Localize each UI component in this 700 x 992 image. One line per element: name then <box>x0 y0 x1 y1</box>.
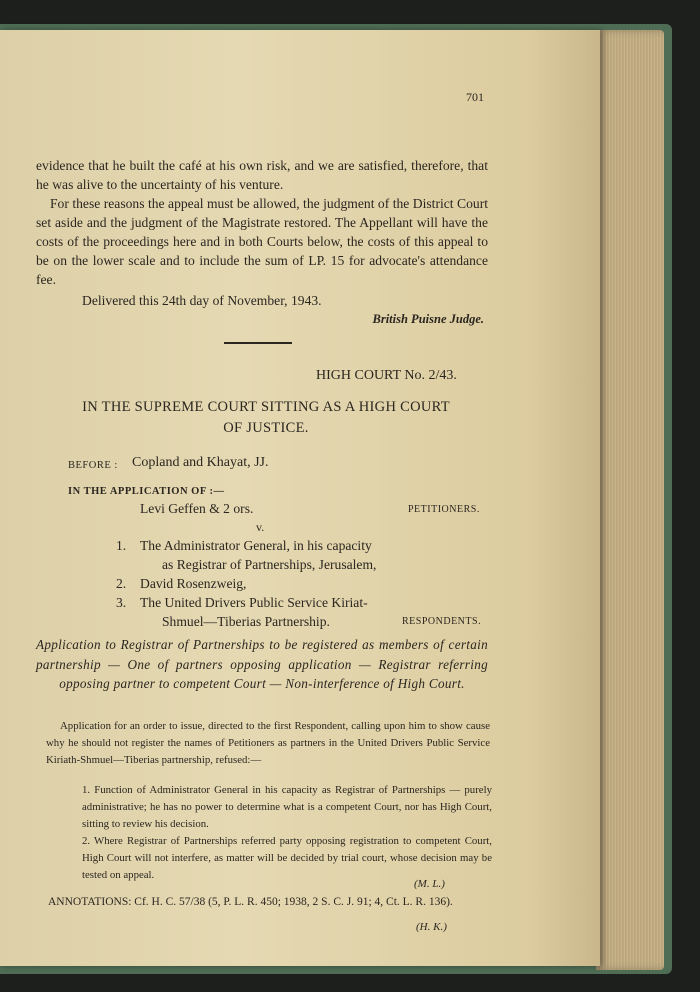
paragraph-2: For these reasons the appeal must be allowed, the judgment of the District Court set aside and the judgment of the Magistrate restored. The Appellant will have the costs of the proceedings here and in both Courts below, the costs of this appeal to be on the lower scale and to include the sum of LP. 15 for advocate's attendance fee. <box>36 196 488 287</box>
annotations-initials: (H. K.) <box>416 921 447 933</box>
court-heading-line2: OF JUSTICE. <box>223 420 309 436</box>
headnote: Application to Registrar of Partnerships to be registered as members of certain partnership — One of partners opposing application — Registrar referring opposing partner to competent Court — Non-interference of High Court. <box>36 637 488 691</box>
respondent-1-line2: as Registrar of Partnerships, Jerusalem, <box>162 557 377 572</box>
holdings-initials: (M. L.) <box>414 878 445 890</box>
holding-1: 1. Function of Administrator General in his capacity as Registrar of Partnerships — purely administrative; he has no power to determine what is a competent Court, nor has High Court, sitting to review his decision. <box>82 784 492 830</box>
page-stack-edge <box>596 30 664 970</box>
paragraph-1: evidence that he built the café at his own risk, and we are satisfied, therefore, that he was alive to the uncertainty of his venture. <box>36 158 488 192</box>
respondent-3-number: 3. <box>116 595 127 610</box>
before-label: BEFORE : <box>68 460 118 471</box>
before-judges: Copland and Khayat, JJ. <box>132 455 269 470</box>
judge-signature: British Puisne Judge. <box>372 312 484 326</box>
respondent-3-line2: Shmuel—Tiberias Partnership. <box>162 614 330 629</box>
versus: v. <box>256 520 265 534</box>
book-page <box>0 30 600 966</box>
summary-paragraph: Application for an order to issue, directed to the first Respondent, calling upon him to show cause why he should not register the names of Petitioners as partners in the United Drivers Public Service Kiriath-Shmuel—Tiberias partnership, refused:— <box>46 720 490 766</box>
respondent-2-number: 2. <box>116 576 127 591</box>
petitioner-name: Levi Geffen & 2 ors. <box>140 501 254 516</box>
separator-rule <box>224 342 292 344</box>
respondent-2-line1: David Rosenzweig, <box>140 576 247 591</box>
delivered-line: Delivered this 24th day of November, 1943. <box>82 293 322 308</box>
respondents-label: RESPONDENTS. <box>402 616 482 627</box>
respondent-1-line1: The Administrator General, in his capacity <box>140 538 372 553</box>
annotations: ANNOTATIONS: Cf. H. C. 57/38 (5, P. L. R. 450; 1938, 2 S. C. J. 91; 4, Ct. L. R. 136). <box>48 896 453 908</box>
holding-2: 2. Where Registrar of Partnerships referred party opposing registration to competent Court, High Court will not interfere, as matter will be decided by trial court, whose decision may be tested on appeal. <box>82 835 492 881</box>
respondent-1-number: 1. <box>116 538 127 553</box>
page-number: 701 <box>466 90 484 104</box>
application-label: IN THE APPLICATION OF :— <box>68 486 225 497</box>
case-number: HIGH COURT No. 2/43. <box>316 368 457 383</box>
court-heading-line1: IN THE SUPREME COURT SITTING AS A HIGH COURT <box>82 399 450 415</box>
petitioners-label: PETITIONERS. <box>408 504 480 515</box>
respondent-3-line1: The United Drivers Public Service Kiriat- <box>140 595 368 610</box>
